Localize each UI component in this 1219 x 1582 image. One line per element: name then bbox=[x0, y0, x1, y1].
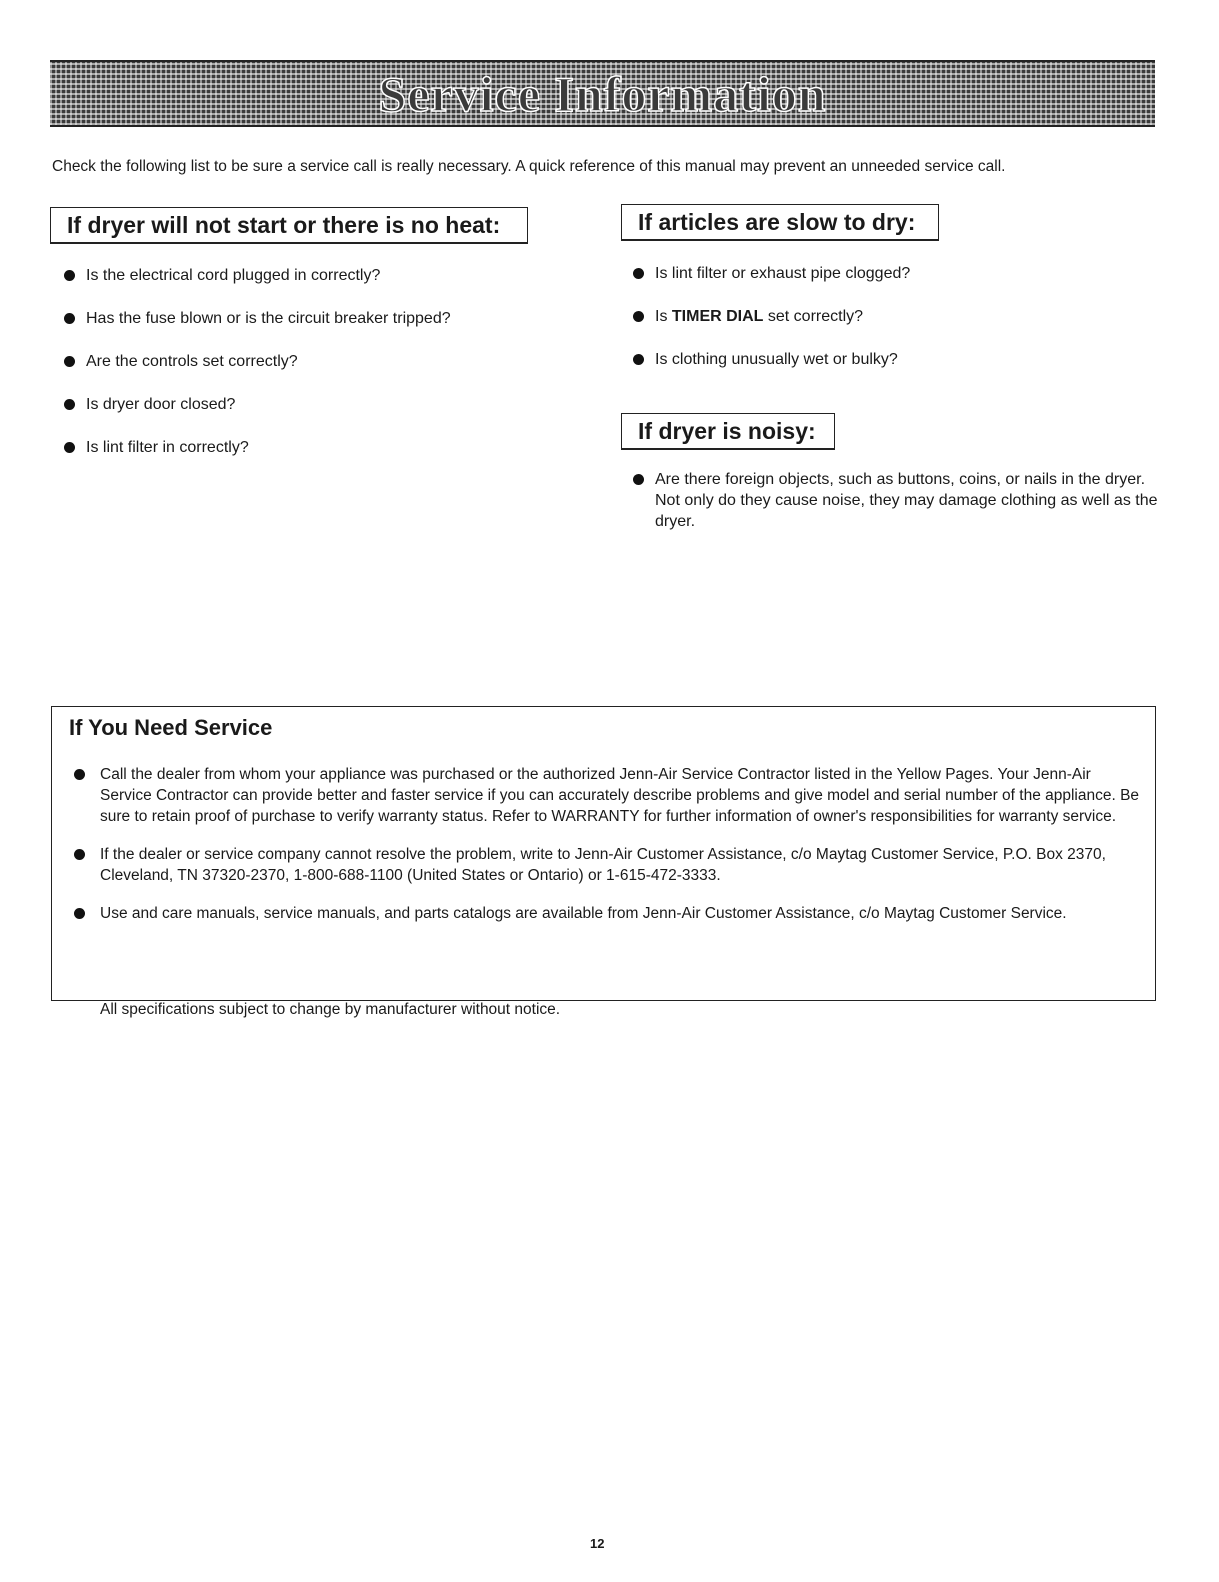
service-list bbox=[74, 764, 1144, 941]
bullet-icon bbox=[74, 849, 85, 860]
no-start-checklist bbox=[64, 265, 584, 480]
bullet-icon bbox=[74, 769, 85, 780]
list-item: Is lint filter or exhaust pipe clogged? bbox=[633, 263, 1153, 284]
timer-dial-term: TIMER DIAL bbox=[671, 308, 764, 325]
bullet-icon bbox=[633, 311, 644, 322]
bullet-icon bbox=[633, 354, 644, 365]
list-item: Call the dealer from whom your appliance was purchased or the authorized Jenn-Air Service Contractor listed in the Yellow Pages. Your Jenn-Air Service Contractor can provide better and faster service if you can accurately describe problems and give model and serial number of the appliance. Be sure to retain proof of purchase to verify warranty status. Refer to WARRANTY for further information of owner's responsibilities for warranty service. bbox=[74, 764, 1144, 827]
list-item: Is clothing unusually wet or bulky? bbox=[633, 349, 1153, 370]
bullet-icon bbox=[64, 313, 75, 324]
bullet-icon bbox=[64, 442, 75, 453]
bullet-icon bbox=[74, 908, 85, 919]
page-number: 12 bbox=[590, 1536, 605, 1551]
noisy-checklist bbox=[633, 469, 1163, 532]
page-title: Service Information bbox=[378, 65, 827, 122]
intro-text: Check the following list to be sure a service call is really necessary. A quick reference of this manual may prevent an unneeded service call. bbox=[52, 158, 1006, 175]
list-item: Are there foreign objects, such as buttons, coins, or nails in the dryer. Not only do they cause noise, they may damage clothing as well as the dryer. bbox=[633, 469, 1163, 532]
bullet-icon bbox=[64, 399, 75, 410]
title-banner bbox=[50, 60, 1155, 127]
heading-slow-to-dry: If articles are slow to dry: bbox=[621, 204, 939, 241]
list-item: Is dryer door closed? bbox=[64, 394, 584, 415]
bullet-icon bbox=[64, 356, 75, 367]
list-item: Is the electrical cord plugged in correctly? bbox=[64, 265, 584, 286]
specifications-notice: All specifications subject to change by manufacturer without notice. bbox=[100, 1001, 561, 1018]
list-item: Is lint filter in correctly? bbox=[64, 437, 584, 458]
slow-to-dry-checklist bbox=[633, 263, 1153, 392]
service-info-box bbox=[51, 706, 1156, 1018]
list-item: Is TIMER DIAL set correctly? bbox=[633, 306, 1153, 327]
service-heading: If You Need Service bbox=[69, 715, 273, 740]
heading-noisy: If dryer is noisy: bbox=[621, 413, 835, 450]
bullet-icon bbox=[64, 270, 75, 281]
list-item: Use and care manuals, service manuals, and parts catalogs are available from Jenn-Air Customer Assistance, c/o Maytag Customer Service. bbox=[74, 903, 1144, 924]
list-item: If the dealer or service company cannot resolve the problem, write to Jenn-Air Customer Assistance, c/o Maytag Customer Service, P.O. Box 2370, Cleveland, TN 37320-2370, 1-800-688-1100 (United States or Ontario) or 1-615-472-3333. bbox=[74, 844, 1144, 886]
heading-no-start: If dryer will not start or there is no heat: bbox=[50, 207, 528, 244]
list-item: Has the fuse blown or is the circuit breaker tripped? bbox=[64, 308, 584, 329]
bullet-icon bbox=[633, 474, 644, 485]
bullet-icon bbox=[633, 268, 644, 279]
list-item: Are the controls set correctly? bbox=[64, 351, 584, 372]
